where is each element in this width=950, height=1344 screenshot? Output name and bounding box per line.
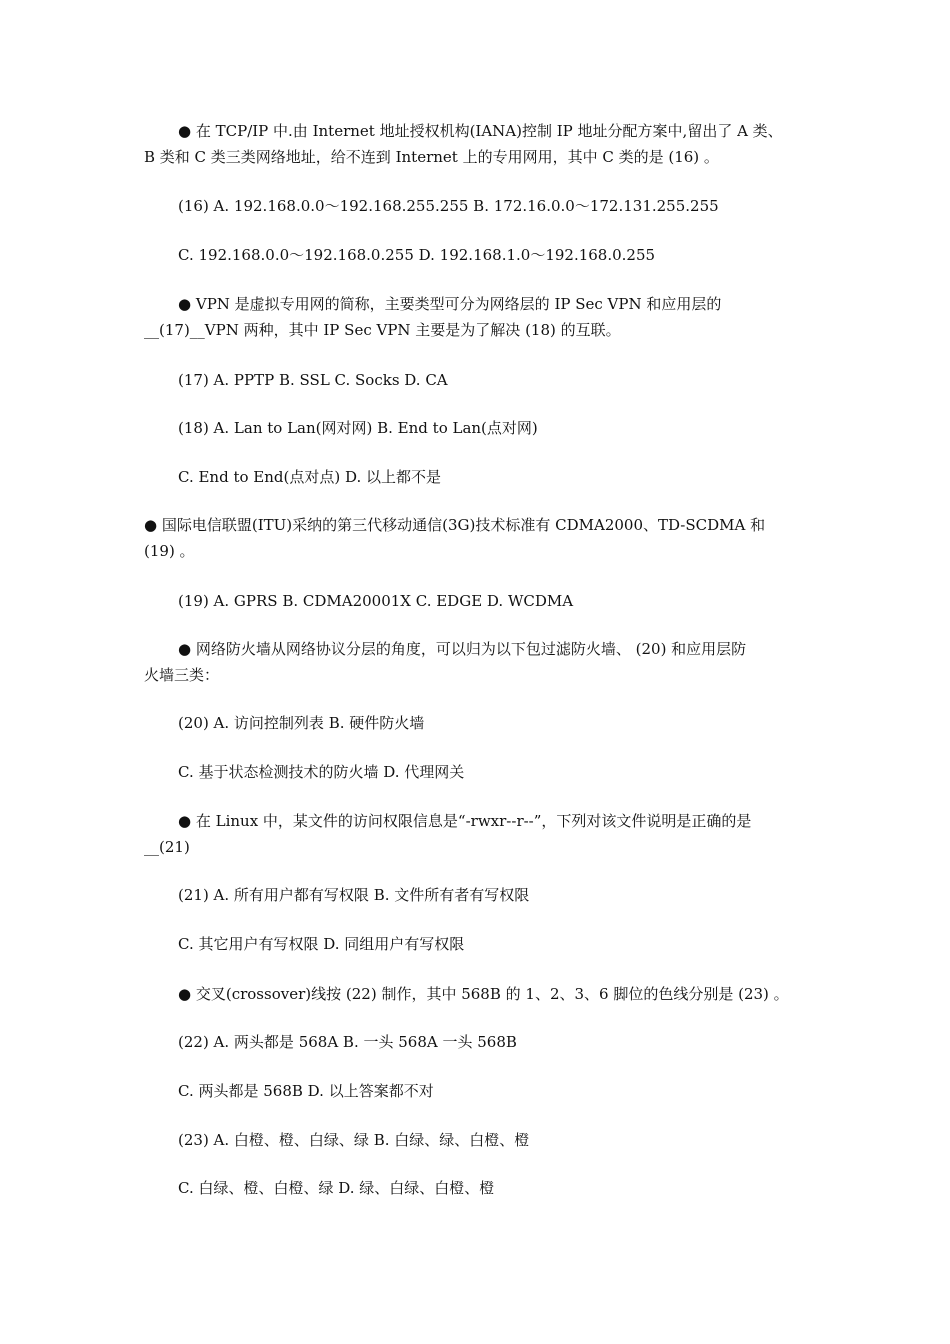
q22-options-ab: (22) A. 两头都是 568A B. 一头 568A 一头 568B: [178, 1033, 517, 1051]
q22-23-stem: ● 交叉(crossover)线按 (22) 制作，其中 568B 的 1、2、3、6 脚位的色线分别是 (23) 。: [178, 985, 789, 1003]
q18-options-ab: (18) A. Lan to Lan(网对网) B. End to Lan(点对网): [178, 419, 538, 437]
q16-options-cd: C. 192.168.0.0～192.168.0.255 D. 192.168.1.0～192.168.0.255: [178, 246, 656, 264]
q16-stem-line-1: ● 在 TCP/IP 中.由 Internet 地址授权机构(IANA)控制 IP 地址分配方案中,留出了 A 类、: [178, 122, 783, 140]
q18-options-cd: C. End to End(点对点) D. 以上都不是: [178, 468, 441, 486]
q19-stem-line-2: (19) 。: [144, 542, 195, 560]
q20-options-cd: C. 基于状态检测技术的防火墙 D. 代理网关: [178, 763, 465, 781]
q17-18-stem-line-1: ● VPN 是虚拟专用网的简称，主要类型可分为网络层的 IP Sec VPN 和应用层的: [178, 295, 722, 313]
q20-options-ab: (20) A. 访问控制列表 B. 硬件防火墙: [178, 714, 425, 732]
q19-options: (19) A. GPRS B. CDMA20001X C. EDGE D. WCDMA: [178, 592, 574, 610]
q23-options-ab: (23) A. 白橙、橙、白绿、绿 B. 白绿、绿、白橙、橙: [178, 1131, 530, 1149]
q20-stem-line-1: ● 网络防火墙从网络协议分层的角度，可以归为以下包过滤防火墙、 (20) 和应用层防: [178, 640, 747, 658]
q16-stem-line-2: B 类和 C 类三类网络地址，给不连到 Internet 上的专用网用，其中 C 类的是 (16) 。: [144, 148, 719, 166]
q21-stem-line-2: __(21): [144, 838, 190, 856]
q20-stem-line-2: 火墙三类：: [144, 666, 220, 684]
q21-stem-line-1: ● 在 Linux 中，某文件的访问权限信息是“-rwxr--r--”，下列对该文件说明是正确的是: [178, 812, 752, 830]
q22-options-cd: C. 两头都是 568B D. 以上答案都不对: [178, 1082, 434, 1100]
q21-options-cd: C. 其它用户有写权限 D. 同组用户有写权限: [178, 935, 465, 953]
q19-stem-line-1: ● 国际电信联盟(ITU)采纳的第三代移动通信(3G)技术标准有 CDMA2000、TD-SCDMA 和: [144, 516, 766, 534]
q23-options-cd: C. 白绿、橙、白橙、绿 D. 绿、白绿、白橙、橙: [178, 1179, 495, 1197]
q17-options: (17) A. PPTP B. SSL C. Socks D. CA: [178, 371, 448, 389]
q16-options-ab: (16) A. 192.168.0.0～192.168.255.255 B. 172.16.0.0～172.131.255.255: [178, 197, 719, 215]
q17-18-stem-line-2: __(17)__VPN 两种，其中 IP Sec VPN 主要是为了解决 (18) 的互联。: [144, 321, 621, 339]
q21-options-ab: (21) A. 所有用户都有写权限 B. 文件所有者有写权限: [178, 886, 530, 904]
